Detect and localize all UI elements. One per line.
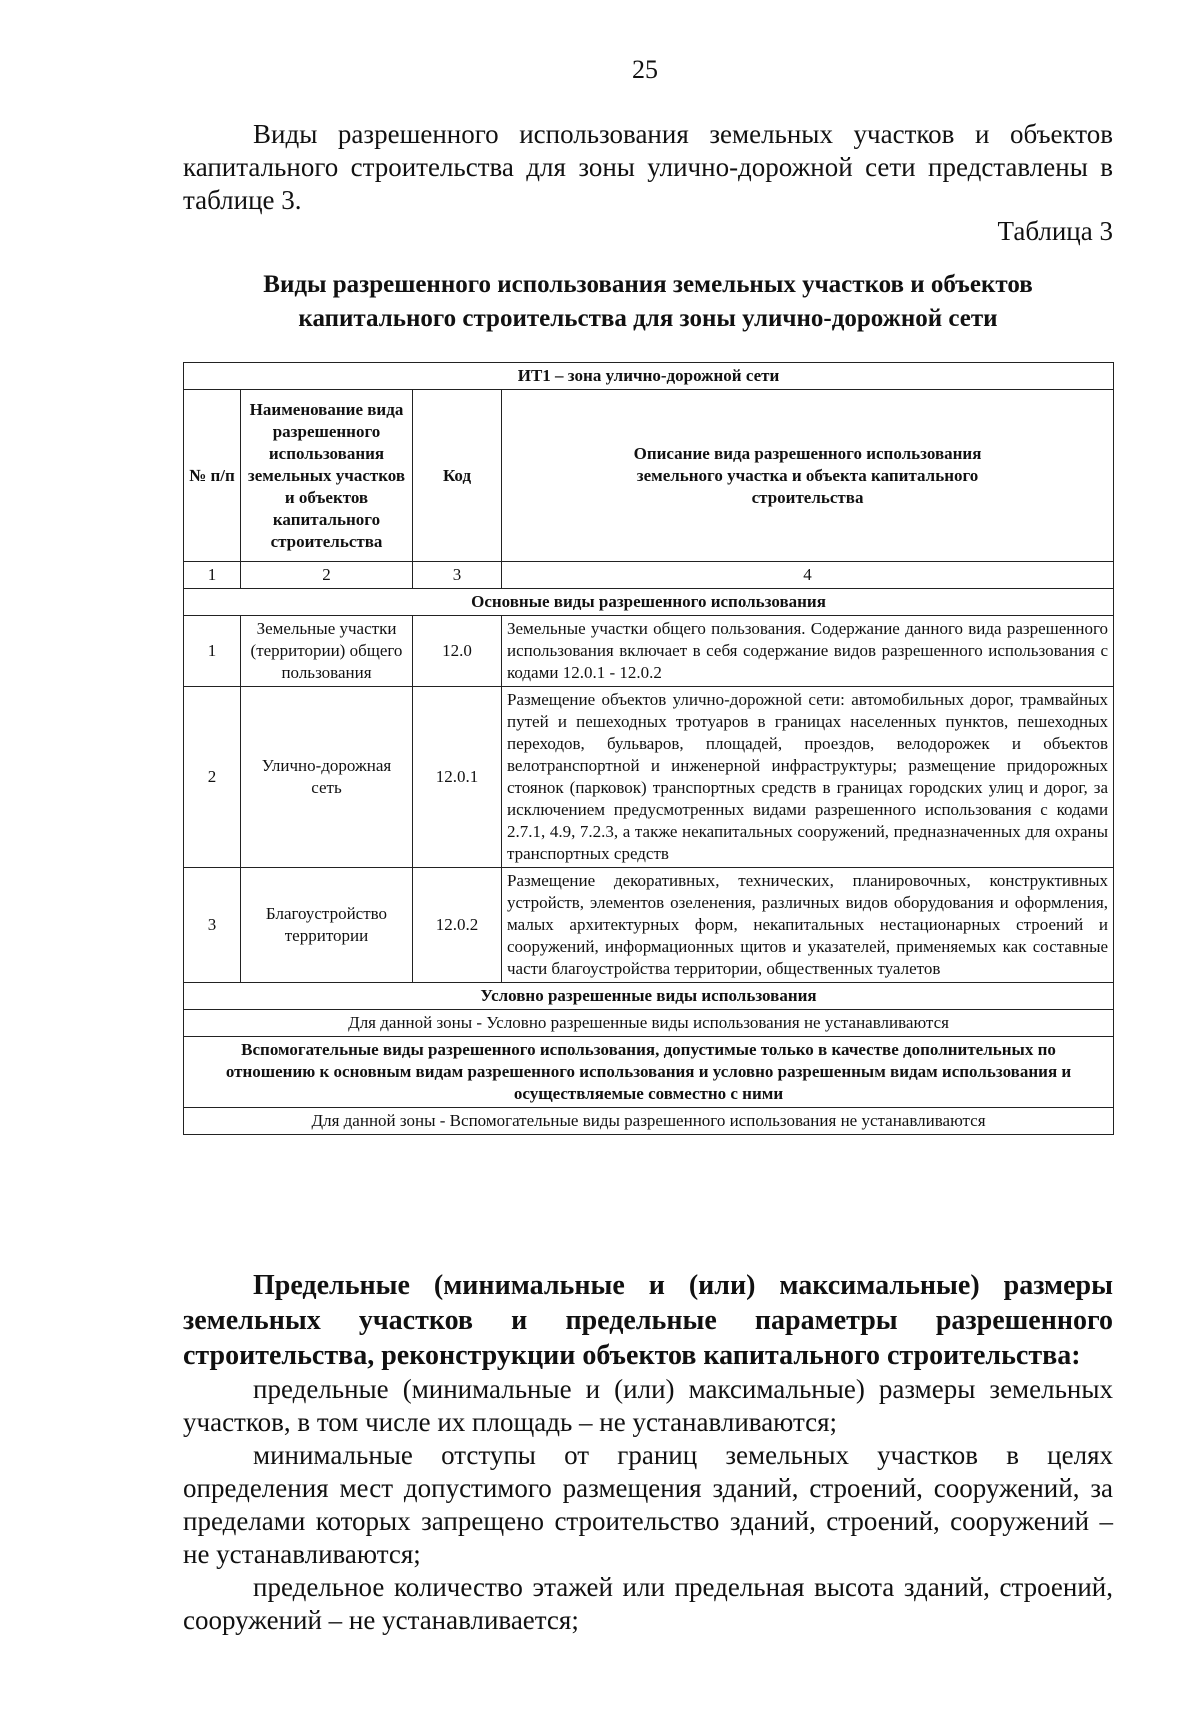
col-number: 4: [502, 562, 1114, 589]
auxiliary-section-header: Вспомогательные виды разрешенного использования, допустимые только в качестве дополнительных по отношению к основным видам разрешенного использования и условно разрешенным видам использования и осуществляемые совместно с ними: [184, 1037, 1114, 1108]
row-name: Земельные участки (территории) общего пользования: [241, 616, 413, 687]
col-header-code: Код: [413, 390, 502, 562]
table-title: Виды разрешенного использования земельных участков и объектов капитального строительства для зоны улично-дорожной сети: [263, 271, 1033, 332]
conditional-section-header: Условно разрешенные виды использования: [184, 983, 1114, 1010]
col-header-name: Наименование вида разрешенного использования земельных участков и объектов капитального строительства: [241, 390, 413, 562]
row-name: Благоустройство территории: [241, 868, 413, 983]
col-header-num: № п/п: [184, 390, 241, 562]
auxiliary-note: Для данной зоны - Вспомогательные виды разрешенного использования не устанавливаются: [184, 1108, 1114, 1135]
row-desc: Размещение декоративных, технических, планировочных, конструктивных устройств, элементов озеленения, различных видов оборудования и оформления, малых архитектурных форм, некапитальных нестационарных строений и сооружений, информационных щитов и указателей, применяемых как составные части благоустройства территории, общественных туалетов: [502, 868, 1114, 983]
row-num: 3: [184, 868, 241, 983]
col-number: 1: [184, 562, 241, 589]
paragraph: предельное количество этажей или предельная высота зданий, строений, сооружений – не устанавливается;: [183, 1572, 1113, 1635]
col-header-desc: Описание вида разрешенного использования земельного участка и объекта капитального строительства: [502, 390, 1114, 562]
table-row: [184, 687, 1114, 868]
row-desc: Размещение объектов улично-дорожной сети: автомобильных дорог, трамвайных путей и пешеходных тротуаров в границах населенных пунктов, пешеходных переходов, бульваров, площадей, проездов, велодорожек и объектов велотранспортной и инженерной инфраструктуры; размещение придорожных стоянок (парковок) транспортных средств в границах городских улиц и дорог, за исключением предусмотренных видами разрешенного использования с кодами 2.7.1, 4.9, 7.2.3, а также некапитальных сооружений, предназначенных для охраны транспортных средств: [502, 687, 1114, 868]
row-code: 12.0: [413, 616, 502, 687]
col-number: 2: [241, 562, 413, 589]
col-number: 3: [413, 562, 502, 589]
conditional-note: Для данной зоны - Условно разрешенные виды использования не устанавливаются: [184, 1010, 1114, 1037]
row-code: 12.0.1: [413, 687, 502, 868]
limits-section: [183, 1268, 1113, 1637]
main-section-header: Основные виды разрешенного использования: [184, 589, 1114, 616]
row-desc: Земельные участки общего пользования. Содержание данного вида разрешенного использования включает в себя содержание видов разрешенного использования с кодами 12.0.1 - 12.0.2: [502, 616, 1114, 687]
paragraph: предельные (минимальные и (или) максимальные) размеры земельных участков, в том числе их площадь – не устанавливаются;: [183, 1374, 1113, 1437]
table-row: [184, 868, 1114, 983]
row-num: 2: [184, 687, 241, 868]
row-name: Улично-дорожная сеть: [241, 687, 413, 868]
page-number: 25: [632, 55, 658, 84]
paragraph: минимальные отступы от границ земельных участков в целях определения мест допустимого размещения зданий, строений, сооружений, за пределами которых запрещено строительство зданий, строений, сооружений – не устанавливаются;: [183, 1440, 1113, 1569]
table-row: [184, 616, 1114, 687]
limits-title: Предельные (минимальные и (или) максимальные) размеры земельных участков и предельные параметры разрешенного строительства, реконструкции объектов капитального строительства:: [183, 1270, 1113, 1371]
zone-header: ИТ1 – зона улично-дорожной сети: [184, 363, 1114, 390]
row-code: 12.0.2: [413, 868, 502, 983]
table-label: Таблица 3: [997, 216, 1113, 246]
intro-paragraph: Виды разрешенного использования земельных участков и объектов капитального строительства для зоны улично-дорожной сети представлены в таблице 3.: [183, 119, 1113, 215]
land-use-table: [183, 362, 1114, 1135]
row-num: 1: [184, 616, 241, 687]
